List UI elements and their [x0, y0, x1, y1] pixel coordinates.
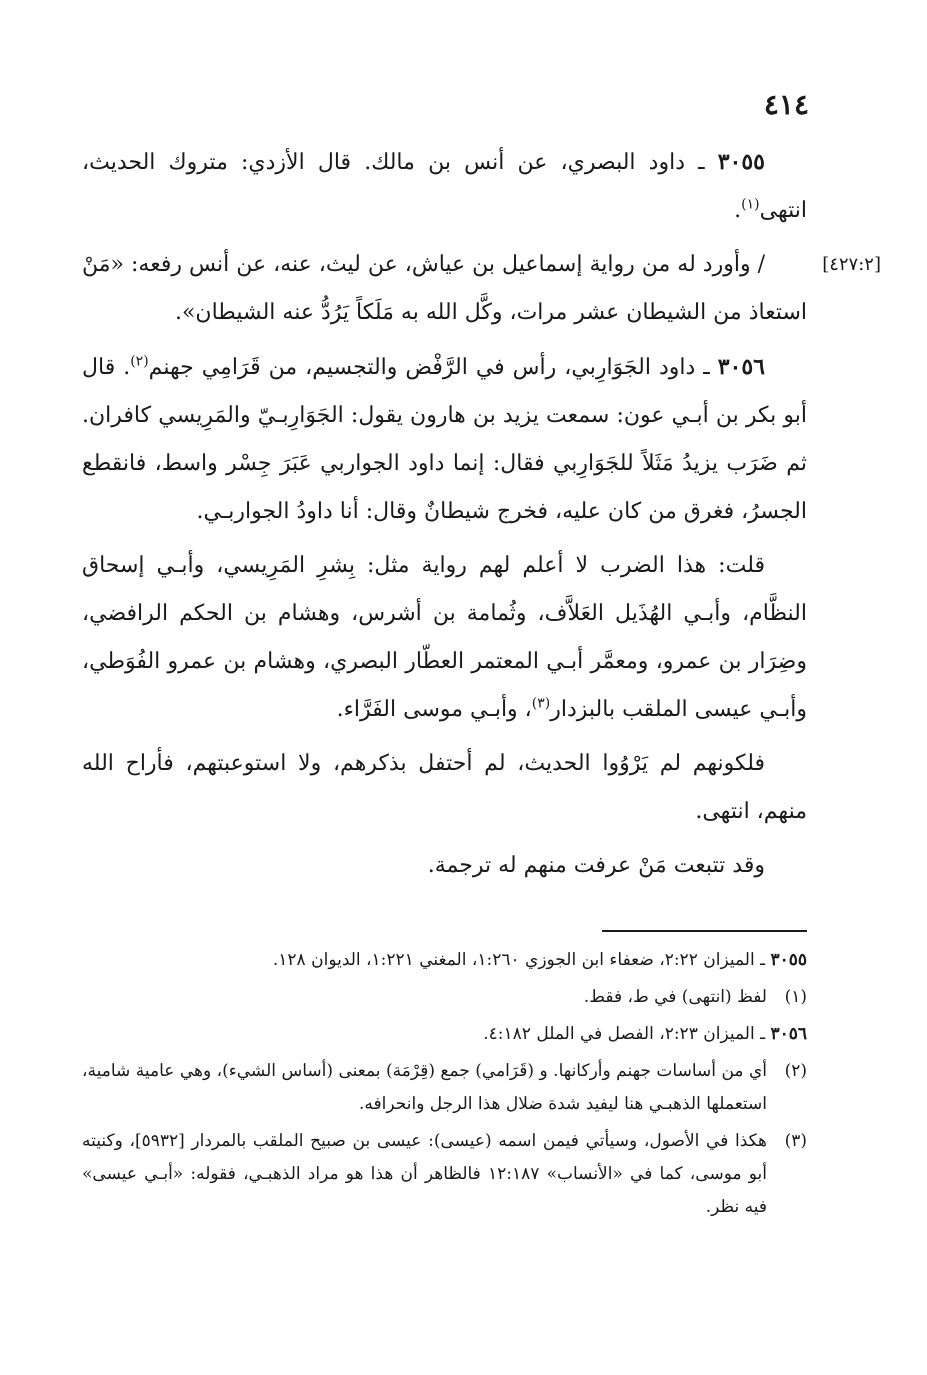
entry-number: ٣٠٥٥ — [717, 149, 765, 175]
author-comment-continuation: فلكونهم لم يَرْوُوا الحديث، لم أحتفل بذكرهم، ولا استوعبتهم، فأراح الله منهم، انتهى. — [82, 751, 807, 824]
footnote-divider — [602, 930, 807, 932]
footnote-number: (٢) — [784, 1061, 807, 1081]
footnote-source-3056 — [82, 1018, 807, 1051]
entry-number: ٣٠٥٦ — [717, 354, 765, 380]
entry-3055 — [82, 138, 807, 235]
entry-text-tail: . — [734, 198, 742, 223]
main-text — [82, 138, 807, 896]
footnote-text: أي من أساسات جهنم وأركانها. و (قَرَامي) جمع (قِرْمَة) بمعنى (أساس الشيء)، وهي عامية شامية، استعملها الذهبـي هنا ليفيد شدة ضلال هذا الرجل وانحرافه. — [82, 1061, 767, 1114]
footnote-1 — [82, 981, 807, 1014]
footnote-marker: (١) — [741, 196, 760, 213]
footnotes — [82, 944, 807, 1228]
margin-reference: [٤٢٧:٢] — [822, 254, 881, 275]
closing-note: وقد تتبعت مَنْ عرفت منهم له ترجمة. — [427, 853, 765, 878]
comment-text-tail: ، وأبـي موسى الفَرَّاء. — [336, 697, 532, 722]
entry-text: ـ داود الجَوَارِبي، رأس في الرَّفْض والتجسيم، من قَرَامِي جهنم — [148, 355, 718, 380]
footnote-entry-number: ٣٠٥٥ — [770, 950, 807, 970]
entry-text-tail: . قال أبو بكر بن أبـي عون: سمعت يزيد بن هارون يقول: الجَوَارِبـيّ والمَرِيسي كافران. ثم ضَرَب يزيدُ مَثَلاً للجَوَارِبي فقال: إنما داود الجواربي عَبَرَ جِسْر واسط، فانقطع الجسرُ، فغرق من كان عليه، فخرج شيطانٌ وقال: أنا داودُ الجواربـي. — [82, 355, 807, 524]
footnote-3 — [82, 1125, 807, 1224]
footnote-2 — [82, 1055, 807, 1121]
footnote-text: لفظ (انتهى) في ط، فقط. — [583, 987, 767, 1007]
footnote-source-3055 — [82, 944, 807, 977]
page-number: ٤١٤ — [763, 88, 809, 121]
footnote-marker: (٢) — [130, 353, 149, 370]
footnote-number: (١) — [784, 987, 807, 1007]
entry-3056 — [82, 343, 807, 536]
footnote-text: هكذا في الأصول، وسيأتي فيمن اسمه (عيسى): عيسى بن صبيح الملقب بالمردار [٥٩٣٢]، وكنيته أبو موسى، كما في «الأنساب» ١٢:١٨٧ فالظاهر أن هذا هو مراد الذهبـي، فقوله: «أبـي عيسى» فيه نظر. — [82, 1131, 767, 1217]
entry-3055-continuation: / وأورد له من رواية إسماعيل بن عياش، عن ليث، عنه، عن أنس رفعه: «مَنْ استعاذ من الشيطان عشر مرات، وكَّل الله به مَلَكاً يَرُدُّ عنه الشيطان». — [82, 252, 807, 325]
entry-text: ـ داود البصري، عن أنس بن مالك. قال الأزدي: متروك الحديث، انتهى — [82, 150, 807, 223]
footnote-number: (٣) — [784, 1131, 807, 1151]
footnote-marker: (٣) — [531, 695, 551, 712]
footnote-text: ـ الميزان ٢:٢٢، ضعفاء ابن الجوزي ١:٢٦٠، المغني ١:٢٢١، الديوان ١٢٨. — [272, 950, 771, 970]
footnote-entry-number: ٣٠٥٦ — [770, 1024, 807, 1044]
footnote-text: ـ الميزان ٢:٢٣، الفصل في الملل ٤:١٨٢. — [483, 1024, 771, 1044]
author-comment — [82, 542, 807, 734]
comment-text: قلت: هذا الضرب لا أعلم لهم رواية مثل: بِشرِ المَرِيسي، وأبـي إسحاق النظَّام، وأبـي الهُذَيل العَلاَّف، وثُمامة بن أشرس، وهشام بن الحكم الرافضي، وضِرَار بن عمرو، ومعمَّر أبـي المعتمر العطّار البصري، وهشام بن عمرو الفُوَطي، وأبـي عيسى الملقب بالبزدار — [82, 553, 807, 722]
